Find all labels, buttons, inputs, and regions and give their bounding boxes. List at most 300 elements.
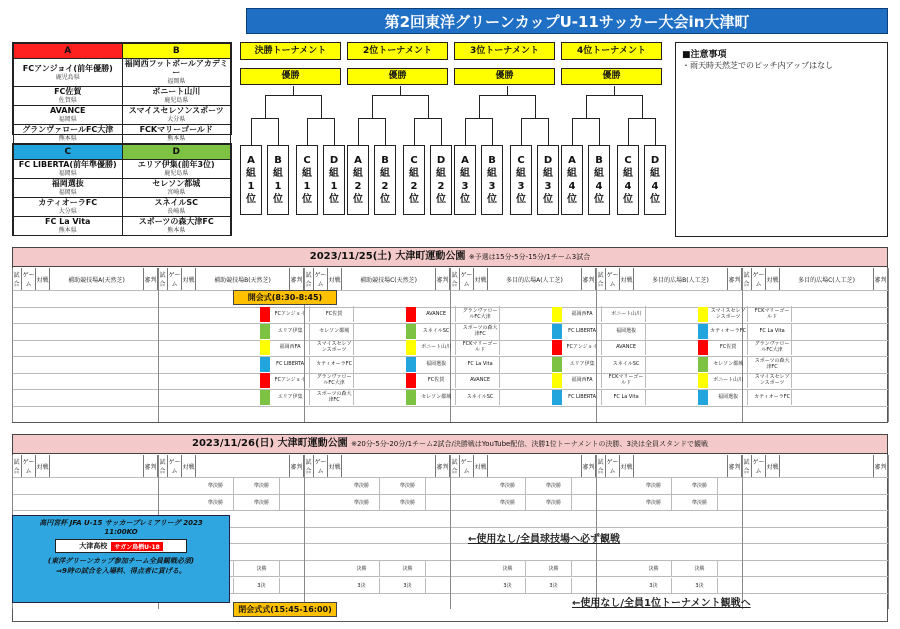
team-name: FCアンジョイ(前年優勝) xyxy=(22,63,113,73)
team-cell: FCKマリーゴールド xyxy=(754,306,792,322)
slot-char: 位 xyxy=(460,194,470,205)
team-pref: 熊本県 xyxy=(167,227,186,234)
column-header: 試合 xyxy=(742,455,752,477)
slot-char: 組 xyxy=(650,168,660,179)
slot-char: 組 xyxy=(623,168,633,179)
column-header: 審判 xyxy=(436,455,450,477)
bracket-line xyxy=(465,118,466,145)
column-header: ゲーム xyxy=(606,455,620,477)
column-header: 試合 xyxy=(450,455,460,477)
tournament-winner: 優勝 xyxy=(454,68,555,85)
team-name: ボニート山川 xyxy=(152,87,201,96)
semifinal-cell: 準決勝 xyxy=(682,478,718,494)
team-cell: 福岡西FA xyxy=(564,306,602,322)
team-name: 福岡西フットボールアカデミー xyxy=(124,59,228,77)
team-name: FCKマリーゴールド xyxy=(139,125,213,134)
group-marker xyxy=(406,390,416,405)
column-header: ゲーム xyxy=(752,455,766,477)
grid-divider xyxy=(158,268,159,422)
team-name: AVANCE xyxy=(49,106,86,115)
slot-char: 2 xyxy=(437,181,445,192)
bracket-slot xyxy=(481,145,503,215)
slot-char: 位 xyxy=(353,194,363,205)
group-marker xyxy=(406,340,416,355)
slot-char: A xyxy=(568,155,576,166)
team-name: スマイスセレソンスポーツ xyxy=(128,106,224,115)
team-pref: 鹿児島県 xyxy=(164,170,189,177)
team-name: カティオーラFC xyxy=(38,198,98,207)
bracket-slot xyxy=(347,145,369,215)
page-title: 第2回東洋グリーンカップU-11サッカー大会in大津町 xyxy=(246,8,888,34)
team-pref: 熊本県 xyxy=(167,135,186,142)
group-marker xyxy=(260,307,270,322)
notice-line4: ⇒9時の試合を入場料、得点者に貢げる。 xyxy=(56,567,186,575)
group-marker xyxy=(260,357,270,372)
team-cell: FCKマリーゴールド xyxy=(608,372,646,388)
team-pref: 熊本県 xyxy=(58,135,77,142)
slot-char: 組 xyxy=(487,168,497,179)
day1-heading: 2023/11/25(土) 大津町運動公園 xyxy=(309,251,466,262)
opening-ceremony: 開会式(8:30-8:45) xyxy=(233,290,337,305)
group-table-ab xyxy=(12,42,232,142)
team-cell: AVANCE xyxy=(462,372,500,388)
final-cell: 決勝 xyxy=(244,561,280,577)
final-cell: 決勝 xyxy=(490,561,526,577)
column-header: ゲーム xyxy=(22,455,36,477)
group-table-cd xyxy=(12,143,232,236)
semifinal-cell: 準決勝 xyxy=(536,478,572,494)
slot-char: 位 xyxy=(567,194,577,205)
team-cell: ボニート山川 xyxy=(710,372,748,388)
bracket-line xyxy=(548,118,549,145)
final-cell: 3決 xyxy=(536,578,572,594)
team-pref: 佐賀県 xyxy=(58,97,77,104)
semifinal-cell: 準決勝 xyxy=(682,495,718,511)
slot-char: 組 xyxy=(409,168,419,179)
slot-char: 位 xyxy=(516,194,526,205)
slot-char: 組 xyxy=(329,168,339,179)
bracket-line xyxy=(307,118,308,145)
team-cell: グランヴァロールFC大津 xyxy=(754,339,792,355)
bracket-slot xyxy=(644,145,666,215)
bracket-line xyxy=(642,95,643,118)
column-header: 審判 xyxy=(290,455,304,477)
team-name: スネイルSC xyxy=(154,198,198,207)
team-pref: 福岡県 xyxy=(58,116,77,123)
semifinal-cell: 準決勝 xyxy=(390,495,426,511)
final-cell: 3決 xyxy=(636,578,672,594)
semifinal-cell: 準決勝 xyxy=(636,478,672,494)
team-cell: スマイスセレソンスポーツ xyxy=(316,339,354,355)
slot-char: D xyxy=(329,155,339,166)
badge-left: 大津高校 xyxy=(79,542,108,550)
final-cell: 3決 xyxy=(682,578,718,594)
final-cell: 決勝 xyxy=(536,561,572,577)
column-header: ゲーム xyxy=(314,455,328,477)
group-marker xyxy=(698,373,708,388)
final-cell: 決勝 xyxy=(390,561,426,577)
grid-divider xyxy=(450,455,451,609)
bracket-slot xyxy=(537,145,559,215)
tournament-header: 3位トーナメント xyxy=(454,42,555,60)
slot-char: 1 xyxy=(247,181,255,192)
bracket-line xyxy=(372,95,373,118)
semifinal-cell: 準決勝 xyxy=(244,495,280,511)
tournament-header: 決勝トーナメント xyxy=(240,42,341,60)
slot-char: 1 xyxy=(330,181,338,192)
bracket-line xyxy=(400,86,401,95)
team-cell: FC佐賀 xyxy=(418,372,456,388)
column-header: 対戦 xyxy=(766,268,780,290)
notice-line1: 高円宮杯 JFA U-15 サッカープレミアリーグ 2023 xyxy=(39,519,203,527)
group-marker xyxy=(698,390,708,405)
column-header: 試合 xyxy=(158,268,168,290)
grid-divider xyxy=(304,455,305,609)
final-cell: 3決 xyxy=(244,578,280,594)
column-header: 多目的広場B(人工芝) xyxy=(634,268,728,290)
notice-message-2: ←使用なし/全員1位トーナメント観戦へ xyxy=(572,598,751,609)
bracket-slot xyxy=(296,145,318,215)
bracket-line xyxy=(479,95,480,118)
column-header: ゲーム xyxy=(22,268,36,290)
bracket-line xyxy=(414,118,415,145)
bracket-line xyxy=(535,95,536,118)
column-header: ゲーム xyxy=(460,455,474,477)
day2-heading: 2023/11/26(日) 大津町運動公園 xyxy=(192,438,348,449)
final-cell: 3決 xyxy=(344,578,380,594)
column-header xyxy=(196,455,290,477)
team-cell: FC LIBERTA xyxy=(564,323,602,339)
team-cell: 福岡西FA xyxy=(564,372,602,388)
bracket-line xyxy=(572,118,600,119)
closing-ceremony: 閉会式式(15:45-16:00) xyxy=(233,602,337,617)
column-header: 多目的広場C(人工芝) xyxy=(780,268,874,290)
team-cell: スマイスセレソンスポーツ xyxy=(710,306,748,322)
bracket-line xyxy=(372,95,429,96)
group-marker xyxy=(698,324,708,339)
team-cell: FCアンジョイ xyxy=(564,339,602,355)
final-cell: 決勝 xyxy=(344,561,380,577)
slot-char: C xyxy=(624,155,632,166)
bracket-line xyxy=(628,118,656,119)
bracket-slot xyxy=(454,145,476,215)
bracket-line xyxy=(307,118,335,119)
bracket-slot xyxy=(510,145,532,215)
column-header xyxy=(50,455,144,477)
semifinal-cell: 準決勝 xyxy=(390,478,426,494)
column-header xyxy=(780,455,874,477)
notice-message-1: ←使用なし/全員球技場へ必ず観戦 xyxy=(468,534,621,545)
column-header: 対戦 xyxy=(766,455,780,477)
slot-char: 4 xyxy=(624,181,632,192)
group-marker xyxy=(698,357,708,372)
column-header xyxy=(634,455,728,477)
team-name: FC佐賀 xyxy=(54,87,82,96)
column-header: 補助競技場B(天然芝) xyxy=(196,268,290,290)
bracket-line xyxy=(265,95,266,118)
slot-char: 組 xyxy=(273,168,283,179)
bracket-slot xyxy=(374,145,396,215)
slot-char: 位 xyxy=(436,194,446,205)
team-cell: カティオーラFC xyxy=(710,323,748,339)
team-name: グランヴァロールFC大津 xyxy=(22,125,114,134)
slot-char: 組 xyxy=(302,168,312,179)
bracket-slot xyxy=(267,145,289,215)
team-cell: FCアンジョイ xyxy=(272,306,310,322)
tournament-header: 2位トーナメント xyxy=(347,42,448,60)
slot-char: 3 xyxy=(544,181,552,192)
slot-char: 組 xyxy=(594,168,604,179)
bracket-line xyxy=(321,95,322,118)
column-header: 審判 xyxy=(436,268,450,290)
slot-char: 1 xyxy=(303,181,311,192)
team-name: FC La Vita xyxy=(45,217,91,226)
slot-char: 組 xyxy=(516,168,526,179)
team-cell: FC La Vita xyxy=(608,389,646,405)
semifinal-cell: 準決勝 xyxy=(490,478,526,494)
slot-char: 位 xyxy=(273,194,283,205)
notice-line2: 11:00KO xyxy=(104,528,138,536)
final-cell: 決勝 xyxy=(682,561,718,577)
semifinal-cell: 準決勝 xyxy=(536,495,572,511)
bracket-line xyxy=(628,118,629,145)
group-marker xyxy=(552,373,562,388)
column-header: 対戦 xyxy=(328,455,342,477)
premier-league-notice xyxy=(12,515,230,603)
slot-char: 位 xyxy=(543,194,553,205)
column-header: ゲーム xyxy=(460,268,474,290)
column-header: 試合 xyxy=(12,268,22,290)
column-header: ゲーム xyxy=(168,268,182,290)
column-header: 審判 xyxy=(144,268,158,290)
bracket-line xyxy=(251,118,279,119)
column-header: 審判 xyxy=(582,268,596,290)
group-marker xyxy=(406,373,416,388)
column-header: 審判 xyxy=(874,455,888,477)
team-cell: スネイルSC xyxy=(462,389,500,405)
team-pref: 宮崎県 xyxy=(167,189,186,196)
team-pref: 大分県 xyxy=(58,208,77,215)
bracket-line xyxy=(586,95,643,96)
slot-char: 2 xyxy=(410,181,418,192)
group-marker xyxy=(552,390,562,405)
grid-divider xyxy=(12,268,13,422)
column-header: 補助競技場A(天然芝) xyxy=(50,268,144,290)
group-a-header: A xyxy=(14,44,123,59)
column-header: ゲーム xyxy=(752,268,766,290)
final-cell: 3決 xyxy=(490,578,526,594)
column-header: 対戦 xyxy=(36,455,50,477)
day2-sub: ※20分-5分-20分/1チーム2試合/決勝戦はYouTube配信、決勝1位トーナメントの決勝、3決は全員スタンドで観戦 xyxy=(351,440,708,448)
slot-char: 組 xyxy=(460,168,470,179)
day1-heading-bar xyxy=(12,247,888,267)
slot-char: A xyxy=(247,155,255,166)
bracket-line xyxy=(385,118,386,145)
column-header: 対戦 xyxy=(474,455,488,477)
slot-char: C xyxy=(303,155,311,166)
column-header: 試合 xyxy=(450,268,460,290)
grid-divider xyxy=(888,455,889,609)
slot-char: 3 xyxy=(461,181,469,192)
column-header: 対戦 xyxy=(474,268,488,290)
bracket-line xyxy=(586,95,587,118)
slot-char: D xyxy=(650,155,660,166)
slot-char: 位 xyxy=(380,194,390,205)
bracket-line xyxy=(507,86,508,95)
column-header: 試合 xyxy=(596,455,606,477)
bracket-line xyxy=(441,118,442,145)
team-pref: 大分県 xyxy=(167,116,186,123)
bracket-line xyxy=(614,86,615,95)
tournament-winner: 優勝 xyxy=(561,68,662,85)
slot-char: 2 xyxy=(381,181,389,192)
slot-char: 組 xyxy=(353,168,363,179)
slot-char: 位 xyxy=(329,194,339,205)
team-cell: スポーツの森大津FC xyxy=(462,323,500,339)
group-marker xyxy=(552,324,562,339)
slot-char: A xyxy=(461,155,469,166)
bracket-slot xyxy=(588,145,610,215)
group-marker xyxy=(260,390,270,405)
team-cell: スネイルSC xyxy=(608,356,646,372)
team-cell: スマイスセレソンスポーツ xyxy=(754,372,792,388)
group-marker xyxy=(260,324,270,339)
tournament-header: 4位トーナメント xyxy=(561,42,662,60)
bracket-line xyxy=(428,95,429,118)
bracket-line xyxy=(492,118,493,145)
column-header: 試合 xyxy=(596,268,606,290)
final-cell: 3決 xyxy=(390,578,426,594)
team-cell: スポーツの森大津FC xyxy=(754,356,792,372)
team-cell: 福岡選抜 xyxy=(710,389,748,405)
team-name: セレソン都城 xyxy=(152,179,201,188)
team-cell: 福岡選抜 xyxy=(418,356,456,372)
column-header: 試合 xyxy=(304,268,314,290)
column-header: 審判 xyxy=(728,455,742,477)
team-cell: 福岡西FA xyxy=(272,339,310,355)
column-header: 審判 xyxy=(582,455,596,477)
bracket-line xyxy=(278,118,279,145)
column-header xyxy=(342,455,436,477)
slot-char: D xyxy=(436,155,446,166)
slot-char: D xyxy=(543,155,553,166)
team-cell: エリア伊集 xyxy=(272,323,310,339)
badge-right: サガン鳥栖U-18 xyxy=(111,542,163,551)
team-cell: FC LIBERTA xyxy=(272,356,310,372)
slot-char: 組 xyxy=(380,168,390,179)
group-marker xyxy=(406,357,416,372)
column-header: 対戦 xyxy=(36,268,50,290)
tournament-winner: 優勝 xyxy=(240,68,341,85)
slot-char: 位 xyxy=(487,194,497,205)
team-cell: FC La Vita xyxy=(462,356,500,372)
team-cell: ボニート山川 xyxy=(418,339,456,355)
slot-char: B xyxy=(595,155,603,166)
slot-char: C xyxy=(517,155,525,166)
bracket-line xyxy=(479,95,536,96)
team-cell: セレソン都城 xyxy=(316,323,354,339)
slot-char: 組 xyxy=(567,168,577,179)
column-header: 対戦 xyxy=(620,268,634,290)
team-pref: 熊本県 xyxy=(58,227,77,234)
column-header: 対戦 xyxy=(328,268,342,290)
team-cell: FCアンジョイ xyxy=(272,372,310,388)
semifinal-cell: 準決勝 xyxy=(344,478,380,494)
slot-char: B xyxy=(488,155,496,166)
slot-char: A xyxy=(354,155,362,166)
tournament-winner: 優勝 xyxy=(347,68,448,85)
notes-box xyxy=(675,42,888,237)
group-b-header: B xyxy=(122,44,231,59)
slot-char: B xyxy=(381,155,389,166)
group-marker xyxy=(698,340,708,355)
bracket-line xyxy=(521,118,522,145)
team-cell: ボニート山川 xyxy=(608,306,646,322)
bracket-slot xyxy=(323,145,345,215)
column-header: 試合 xyxy=(158,455,168,477)
bracket-line xyxy=(293,86,294,95)
team-cell: FC佐賀 xyxy=(316,306,354,322)
slot-char: 組 xyxy=(543,168,553,179)
semifinal-cell: 準決勝 xyxy=(244,478,280,494)
slot-char: 位 xyxy=(409,194,419,205)
slot-char: 位 xyxy=(302,194,312,205)
slot-char: 位 xyxy=(623,194,633,205)
bracket-slot xyxy=(240,145,262,215)
day2-heading-bar xyxy=(12,434,888,454)
column-header: 審判 xyxy=(144,455,158,477)
group-marker xyxy=(552,307,562,322)
bracket-line xyxy=(599,118,600,145)
bracket-line xyxy=(251,118,252,145)
team-cell: エリア伊集 xyxy=(272,389,310,405)
team-cell: AVANCE xyxy=(418,306,456,322)
notes-heading: ■注意事項 xyxy=(682,50,727,60)
slot-char: 1 xyxy=(274,181,282,192)
slot-char: 3 xyxy=(517,181,525,192)
group-d-header: D xyxy=(122,145,231,160)
bracket-slot xyxy=(430,145,452,215)
slot-char: 4 xyxy=(595,181,603,192)
column-header: 対戦 xyxy=(182,268,196,290)
bracket-line xyxy=(358,118,359,145)
team-cell: FC佐賀 xyxy=(710,339,748,355)
team-cell: セレソン都城 xyxy=(710,356,748,372)
bracket-slot xyxy=(617,145,639,215)
bracket-line xyxy=(334,118,335,145)
column-header: 審判 xyxy=(874,268,888,290)
team-cell: スネイルSC xyxy=(418,323,456,339)
team-cell: スポーツの森大津FC xyxy=(316,389,354,405)
bracket-line xyxy=(572,118,573,145)
semifinal-cell: 準決勝 xyxy=(198,478,234,494)
slot-char: 2 xyxy=(354,181,362,192)
group-marker xyxy=(260,340,270,355)
team-cell: AVANCE xyxy=(608,339,646,355)
bracket-line xyxy=(521,118,549,119)
grid-divider xyxy=(888,268,889,422)
column-header: 対戦 xyxy=(182,455,196,477)
column-header: ゲーム xyxy=(606,268,620,290)
group-marker xyxy=(260,373,270,388)
slot-char: 3 xyxy=(488,181,496,192)
slot-char: 4 xyxy=(568,181,576,192)
team-cell: FC LIBERTA xyxy=(564,389,602,405)
column-header: ゲーム xyxy=(168,455,182,477)
team-cell: 福岡選抜 xyxy=(608,323,646,339)
slot-char: 位 xyxy=(246,194,256,205)
team-cell: グランヴァロールFC大津 xyxy=(316,372,354,388)
